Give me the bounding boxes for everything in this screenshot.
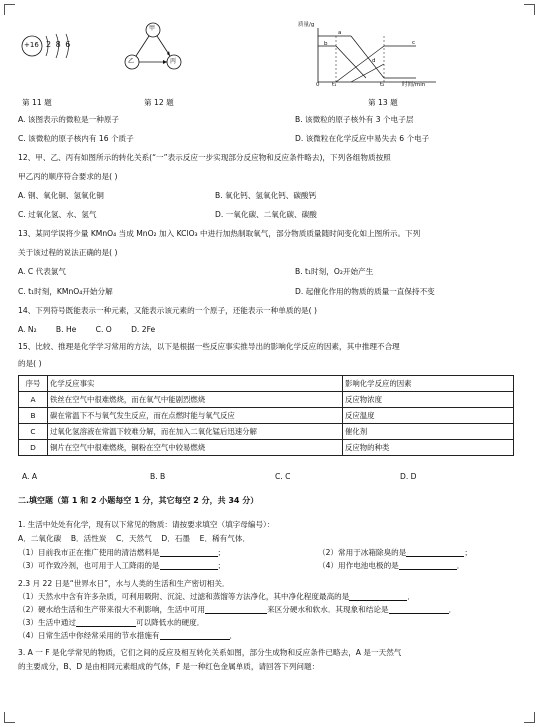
graph-tick-0: 0 [316,82,320,88]
q13-option-d: D. 起催化作用的物质的质量一直保持不变 [295,287,435,296]
s2-q1-part3: （3）可作致冷剂，也可用于人工降雨的是 ； [18,561,226,570]
q11-option-a: A. 该图表示的微粒是一种原子 [18,115,120,124]
q11-option-b: B. 该微粒的原子核外有 3 个电子层 [295,115,414,124]
q15-row-c-fact: 过氧化氢溶液在常温下较难分解，而在加入二氧化锰后迅速分解 [48,424,343,440]
q15-answer-b: B. B [150,472,166,481]
s2-q3-stem-line2: 的主要成分，B、D 是由相同元素组成的气体，F 是一种红色金属单质，请回答下列问题： [18,662,320,671]
q15-row-d-index: D [19,440,48,456]
q15-answer-c: C. C [275,472,291,481]
q14-options: A. N₂ B. He C. O D. 2Fe [18,325,156,334]
graph-tick-t1: t₁ [332,82,337,88]
q13-stem-line2: 关于该过程的说法正确的是( ) [18,248,118,257]
q15-stem-line1: 15、比较、推理是化学学习常用的方法，以下是根据一些反应事实推导出的影响化学反应的因素，其中推理不合理 [18,342,400,351]
atom-nucleus-label: +16 [24,41,39,49]
s2-q2-blank3[interactable] [389,605,449,614]
s2-q1-blank1[interactable] [160,548,218,557]
q15-row-d-factor: 反应物的种类 [343,440,514,456]
q15-header-fact: 化学反应事实 [48,376,343,392]
s2-q2-stem: 2.3 月 22 日是“世界水日”，水与人类的生活和生产密切相关． [18,579,230,588]
s2-q1-blank3[interactable] [160,561,218,570]
q15-row-d-fact: 铜片在空气中很难燃烧，铜粉在空气中较易燃烧 [48,440,343,456]
atom-shells-label: 2 8 6 [46,40,72,49]
s2-q2-part1-text: （1）天然水中含有许多杂质，可利用吸附、沉淀、过滤和蒸馏等方法净化，其中净化程度最高的是 [18,592,350,601]
graph-xlabel: 时间/min [402,82,426,88]
s2-q1-part1: （1）目前我市正在推广使用的清洁燃料是 ； [18,548,226,557]
q11-option-d: D. 该微粒在化学反应中易失去 6 个电子 [295,134,430,143]
q15-answer-d: D. D [400,472,417,481]
s2-q2-part4: （4）日常生活中你经常采用的节水措施有 ． [18,631,238,640]
s2-q1-blank2[interactable] [406,548,464,557]
graph-ylabel: 质量/g [298,22,315,28]
q15-table [18,375,514,456]
q13-stem-line1: 13、某同学误将少量 KMnO₄ 当成 MnO₂ 加入 KClO₃ 中进行加热制取氧气，部分物质质量随时间变化如上图所示。下列 [18,229,421,238]
q13-option-a: A. C 代表氯气 [18,267,66,276]
q11-option-c: C. 该微粒的原子核内有 16 个质子 [18,134,134,143]
q12-option-c: C. 过氧化氢、水、氢气 [18,210,97,219]
q15-row-a-index: A [19,392,48,408]
s2-q1-part4: （4）用作电池电极的是 ． [318,561,465,570]
table-row [19,440,514,456]
graph-label-c: c [412,40,416,46]
s2-q1-part2-text: （2）常用于冰箱除臭的是 [318,548,407,557]
crop-mark-bottom-left [4,712,15,723]
table-row [19,424,514,440]
s2-q2-part2-text: （2）硬水给生活和生产带来很大不利影响，生活中可用 [18,605,206,614]
s2-q1-part4-text: （4）用作电池电极的是 [318,561,399,570]
graph-tick-t2: t₂ [380,82,385,88]
caption-q11: 第 11 题 [22,98,52,107]
q15-stem-line2: 的是( ) [18,359,42,368]
q15-header-index: 序号 [19,376,48,392]
s2-q2-part2: （2）硬水给生活和生产带来很大不利影响，生活中可用 来区分硬水和软水．其现象和结论是 ． [18,605,457,614]
crop-mark-top-right [524,4,535,15]
s2-q2-blank5[interactable] [160,631,230,640]
q15-header-factor: 影响化学反应的因素 [343,376,514,392]
section2-title: 二.填空题（第 1 和 2 小题每空 1 分，其它每空 2 分，共 34 分） [18,496,259,505]
triangle-top-label: 甲 [149,25,156,32]
q15-row-b-index: B [19,408,48,424]
graph-label-d: d [372,58,376,64]
graph-label-b: b [324,41,328,47]
q12-option-d: D. 一氧化碳、二氧化碳、碳酸 [215,210,317,219]
q15-row-a-fact: 铁丝在空气中很难燃烧，而在氧气中能剧烈燃烧 [48,392,343,408]
q12-stem-line1: 12、甲、乙、丙有如图所示的转化关系(“一”表示反应一步实现部分反应物和反应条件略去)，下列各组物质按照 [18,153,391,162]
s2-q3-stem-line1: 3. A 一 F 是化学常见的物质，它们之间的反应及相互转化关系如图，部分生成物和反应条件已略去，A 是一天然气 [18,648,402,657]
s2-q2-part3-text-b: 可以降低水的硬度． [136,618,205,627]
s2-q1-part1-text: （1）目前我市正在推广使用的清洁燃料是 [18,548,160,557]
s2-q1-choices: A．二氧化碳 B．活性炭 C．天然气 D．石墨 E．稀有气体． [18,534,251,543]
caption-q13: 第 13 题 [368,98,398,107]
s2-q2-blank4[interactable] [76,618,136,627]
triangle-right-label: 丙 [170,58,177,65]
q13-option-c: C. t₁时刻，KMnO₄开始分解 [18,287,113,296]
s2-q2-part4-text: （4）日常生活中你经常采用的节水措施有 [18,631,160,640]
s2-q2-blank2[interactable] [205,605,267,614]
s2-q1-blank4[interactable] [399,561,457,570]
table-row [19,408,514,424]
graph-label-a: a [338,30,342,36]
q15-table-header [19,376,514,392]
q15-row-b-fact: 碳在常温下不与氧气发生反应，而在点燃时能与氧气反应 [48,408,343,424]
s2-q2-part2-text-b: 来区分硬水和软水．其现象和结论是 [267,605,389,614]
s2-q1-stem: 1. 生活中处处有化学，现有以下常见的物质：请按要求填空（填字母编号）： [18,520,275,529]
q15-answer-a: A. A [22,472,38,481]
s2-q1-part2: （2）常用于冰箱除臭的是 ； [318,548,472,557]
s2-q2-part3 [18,618,204,627]
q12-option-a: A. 钢、氧化铜、氢氧化铜 [18,191,104,200]
s2-q2-part1: （1）天然水中含有许多杂质，可利用吸附、沉淀、过滤和蒸馏等方法净化，其中净化程度最高的是 ． [18,592,415,601]
table-row [19,392,514,408]
q13-option-b: B. t₁时刻，O₂开始产生 [295,267,374,276]
s2-q2-part3-text: （3）生活中通过 [18,618,76,627]
triangle-left-label: 乙 [128,58,135,65]
q12-stem-line2: 甲乙丙的顺序符合要求的是( ) [18,172,118,181]
crop-mark-top-left [4,4,15,15]
crop-mark-bottom-right [524,712,535,723]
mass-time-graph [296,22,446,90]
s2-q2-blank1[interactable] [349,592,407,601]
caption-q12: 第 12 题 [144,98,174,107]
q15-row-c-index: C [19,424,48,440]
q15-row-a-factor: 反应物浓度 [343,392,514,408]
s2-q1-part3-text: （3）可作致冷剂，也可用于人工降雨的是 [18,561,160,570]
q15-row-c-factor: 催化剂 [343,424,514,440]
q12-option-b: B. 氧化钙、氢氧化钙、碳酸钙 [215,191,317,200]
q14-stem: 14、下列符号既能表示一种元素，又能表示该元素的一个原子，还能表示一种单质的是( ) [18,306,317,315]
q15-row-b-factor: 反应温度 [343,408,514,424]
